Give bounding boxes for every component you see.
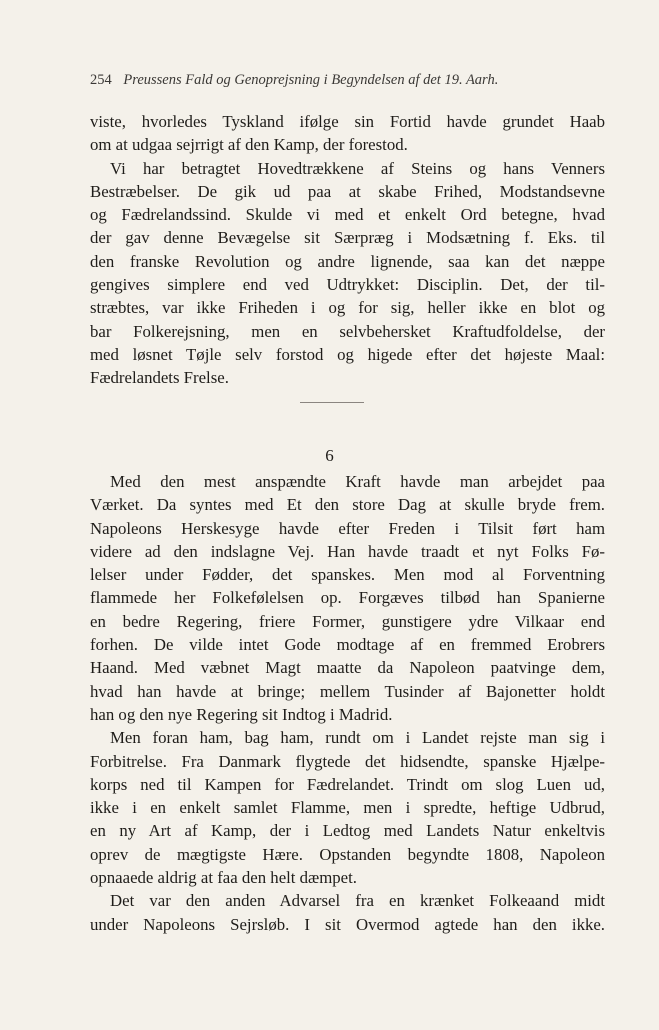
text-line: Med den mest anspændte Kraft havde man arbejdet paa [110, 472, 605, 491]
text-line: han og den nye Regering sit Indtog i Madrid. [90, 704, 393, 724]
running-title: Preussens Fald og Genoprejsning i Begyndelsen af det 19. Aarh. [123, 72, 499, 88]
text-line: om at udgaa sejrrigt af den Kamp, der forestod. [90, 135, 408, 155]
text-line: den franske Revolution og andre lignende, saa kan det næppe [90, 251, 605, 271]
text-line: Det var den anden Advarsel fra en krænket Folkeaand midt [110, 891, 605, 911]
text-line: opnaaede aldrig at faa den helt dæmpet. [90, 868, 357, 888]
text-block-1 [90, 110, 605, 390]
page-number: 254 [90, 72, 112, 88]
text-line: lelser under Fødder, det spanskes. Men mod al Forventning [90, 565, 605, 585]
text-line: Fædrelandets Frelse. [90, 368, 229, 388]
text-line: korps ned til Kampen for Fædrelandet. Trindt om slog Luen ud, [90, 774, 605, 794]
text-line: bar Folkerejsning, men en selvbehersket Kraftudfoldelse, der [90, 321, 605, 341]
text-line: gengives simplere end ved Udtrykket: Disciplin. Det, der til- [90, 275, 605, 295]
text-line: Forbitrelse. Fra Danmark flygtede det hidsendte, spanske Hjælpe- [90, 751, 605, 771]
text-line: Værket. Da syntes med Et den store Dag at skulle bryde frem. [90, 495, 605, 515]
text-line: Haand. Med væbnet Magt maatte da Napoleon paatvinge dem, [90, 658, 605, 678]
text-line: der gav denne Bevægelse sit Særpræg i Modsætning f. Eks. til [90, 228, 605, 248]
text-line: Napoleons Herskesyge havde efter Freden i Tilsit ført ham [90, 518, 605, 538]
text-line: oprev de mægtigste Hære. Opstanden begyndte 1808, Napoleon [90, 844, 605, 864]
section-number: 6 [325, 446, 334, 465]
text-line: forhen. De vilde intet Gode modtage af en fremmed Erobrers [90, 635, 605, 655]
text-line: under Napoleons Sejrsløb. I sit Overmod agtede han den ikke. [90, 914, 605, 934]
text-line: med løsnet Tøjle selv forstod og higede efter det højeste Maal: [90, 344, 605, 364]
running-header [90, 72, 498, 89]
text-block-2 [90, 470, 605, 936]
text-line: stræbtes, var ikke Friheden i og for sig, heller ikke en blot og [90, 298, 605, 318]
text-line: Men foran ham, bag ham, rundt om i Landet rejste man sig i [110, 728, 605, 748]
text-line: Vi har betragtet Hovedtrækkene af Steins og hans Venners [110, 158, 605, 178]
text-line: ikke i en enkelt samlet Flamme, men i spredte, heftige Udbrud, [90, 798, 605, 818]
text-line: flammede her Folkefølelsen op. Forgæves tilbød han Spanierne [90, 588, 605, 608]
text-line: Bestræbelser. De gik ud paa at skabe Frihed, Modstandsevne [90, 181, 605, 201]
text-line: viste, hvorledes Tyskland ifølge sin Fortid havde grundet Haab [90, 112, 605, 131]
text-line: en bedre Regering, friere Former, gunstigere ydre Vilkaar end [90, 611, 605, 631]
text-line: videre ad den indslagne Vej. Han havde traadt et nyt Folks Fø- [90, 541, 605, 561]
text-line: en ny Art af Kamp, der i Ledtog med Landets Natur enkeltvis [90, 821, 605, 841]
text-line: hvad han havde at bringe; mellem Tusinder af Bajonetter holdt [90, 681, 605, 701]
section-divider [300, 402, 364, 403]
text-line: og Fædrelandssind. Skulde vi med et enkelt Ord betegne, hvad [90, 205, 605, 225]
